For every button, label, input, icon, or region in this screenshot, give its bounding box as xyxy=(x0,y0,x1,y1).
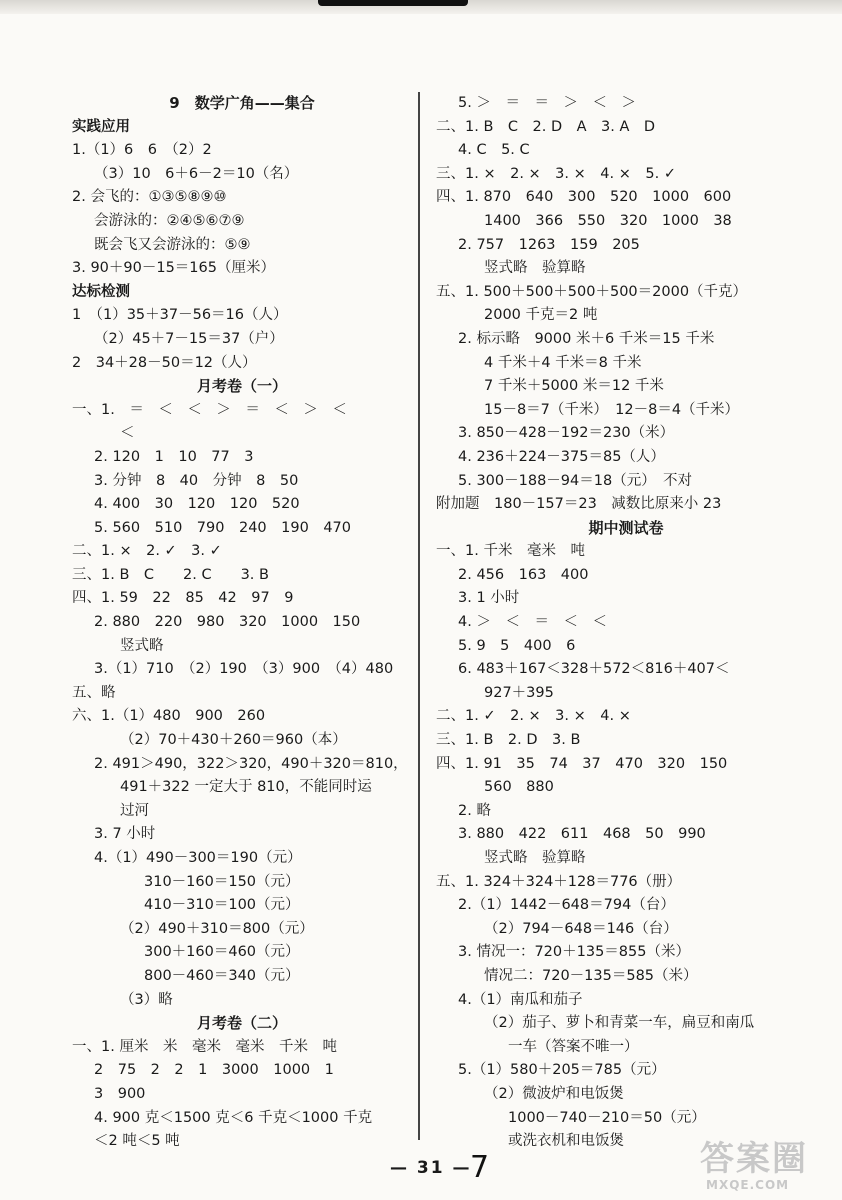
answer-line: 310－160＝150（元） xyxy=(144,873,300,890)
answer-line: 二、1. × 2. ✓ 3. ✓ xyxy=(72,543,222,560)
answer-line: 五、1. 324＋324＋128＝776（册） xyxy=(436,873,682,890)
right-answer-column xyxy=(436,92,816,1154)
answer-line: 5. 560 510 790 240 190 470 xyxy=(94,519,351,536)
answer-line: 15－8＝7（千米） 12－8＝4（千米） xyxy=(484,401,740,418)
answer-line: 4. 900 克＜1500 克＜6 千克＜1000 千克 xyxy=(94,1109,373,1126)
answer-line: 2. 757 1263 159 205 xyxy=(458,236,640,253)
answer-line: 四、1. 870 640 300 520 1000 600 xyxy=(436,189,732,206)
answer-line: 1 （1）35＋37－56＝16（人） xyxy=(72,307,288,324)
answer-line: 4. 236＋224－375＝85（人） xyxy=(458,448,665,465)
answer-line: 2. 标示略 9000 米＋6 千米＝15 千米 xyxy=(458,330,715,347)
answer-line: 附加题 180－157＝23 减数比原来小 23 xyxy=(436,496,722,513)
answer-line: 1.（1）6 6 （2）2 xyxy=(72,142,212,159)
answer-line: 2. 会飞的：①③⑤⑧⑨⑩ xyxy=(72,189,227,206)
answer-line: 3. 90＋90－15＝165（厘米） xyxy=(72,260,275,277)
page-number: — 31 — xyxy=(390,1158,472,1178)
answer-line: （2）70＋430＋260＝960（本） xyxy=(120,732,347,749)
answer-line: 三、1. B C 2. C 3. B xyxy=(72,566,269,583)
answer-line: 927＋395 xyxy=(484,684,554,701)
watermark-logo xyxy=(700,1140,830,1198)
column-divider xyxy=(418,92,420,1140)
answer-line: （2）茄子、萝卜和青菜一车，扁豆和南瓜 xyxy=(484,1015,755,1032)
answer-line: 6. 483＋167＜328＋572＜816＋407＜ xyxy=(458,661,730,678)
answer-line: 5. ＞ ＝ ＝ ＞ ＜ ＞ xyxy=(458,95,636,111)
answer-line: （2）490＋310＝800（元） xyxy=(120,920,314,937)
answer-line: 2. 略 xyxy=(458,802,491,819)
section-title: 月考卷（二） xyxy=(196,1014,287,1033)
answer-line: 2 34＋28－50＝12（人） xyxy=(72,354,257,371)
answer-line: 3. 850－428－192＝230（米） xyxy=(458,425,675,442)
watermark-url: MXQE.COM xyxy=(706,1178,790,1192)
answer-line: 一、1. ＝ ＜ ＜ ＞ ＝ ＜ ＞ ＜ xyxy=(72,401,347,418)
answer-line: 5. 9 5 400 6 xyxy=(458,637,576,654)
answer-line: 5. 300－188－94＝18（元） 不对 xyxy=(458,472,692,489)
answer-line: 三、1. B 2. D 3. B xyxy=(436,732,581,749)
answer-line: 既会飞又会游泳的：⑤⑨ xyxy=(94,236,251,253)
answer-line: 300＋160＝460（元） xyxy=(144,944,300,961)
answer-line: 3. 1 小时 xyxy=(458,590,520,607)
answer-line: 4. 400 30 120 120 520 xyxy=(94,496,300,513)
answer-line: 竖式略 xyxy=(120,637,164,654)
answer-line: 2 75 2 2 1 3000 1000 1 xyxy=(94,1062,334,1079)
answer-line: （2）45＋7－15＝37（户） xyxy=(94,330,284,347)
answer-line: 一、1. 厘米 米 毫米 毫米 千米 吨 xyxy=(72,1038,337,1055)
answer-line: 五、略 xyxy=(72,684,116,701)
answer-line: ＜2 吨＜5 吨 xyxy=(94,1133,180,1150)
answer-line: （2）微波炉和电饭煲 xyxy=(484,1085,624,1102)
answer-line: 3. 情况一：720＋135＝855（米） xyxy=(458,944,690,961)
answer-line: 1400 366 550 320 1000 38 xyxy=(484,212,732,229)
answer-line: 一、1. 千米 毫米 吨 xyxy=(436,543,585,560)
answer-line: 4 千米＋4 千米＝8 千米 xyxy=(484,354,642,371)
section-title: 月考卷（一） xyxy=(196,377,287,396)
answer-line: ＜ xyxy=(120,425,135,442)
answer-line: 491＋322 一定大于 810，不能同时运 xyxy=(120,779,372,796)
answer-line: 会游泳的：②④⑤⑥⑦⑨ xyxy=(94,212,245,229)
answer-line: 4.（1）南瓜和茄子 xyxy=(458,991,583,1008)
top-scan-mark xyxy=(318,0,468,6)
answer-line: 五、1. 500＋500＋500＋500＝2000（千克） xyxy=(436,283,748,300)
answer-line: 2. 120 1 10 77 3 xyxy=(94,448,254,465)
answer-line: 情况二：720－135＝585（米） xyxy=(484,967,698,984)
answer-line: 1000－740－210＝50（元） xyxy=(508,1109,706,1126)
answer-line: 2. 880 220 980 320 1000 150 xyxy=(94,614,361,631)
answer-line: 3. 分钟 8 40 分钟 8 50 xyxy=(94,472,299,489)
answer-line: 800－460＝340（元） xyxy=(144,967,300,984)
answer-line: 4. C 5. C xyxy=(458,142,530,159)
answer-line: （2）794－648＝146（台） xyxy=(484,920,678,937)
answer-line: 竖式略 验算略 xyxy=(484,260,586,277)
answer-line: 560 880 xyxy=(484,779,554,796)
answer-line: 2. 491＞490，322＞320，490＋320＝810， xyxy=(94,755,408,772)
answer-line: 7 千米＋5000 米＝12 千米 xyxy=(484,378,664,395)
answer-line: 2000 千克＝2 吨 xyxy=(484,307,598,324)
section-heading: 达标检测 xyxy=(72,283,130,300)
answer-line: 三、1. × 2. × 3. × 4. × 5. ✓ xyxy=(436,165,676,182)
handwritten-mark: 7 xyxy=(470,1150,490,1185)
answer-line: 四、1. 59 22 85 42 97 9 xyxy=(72,590,294,607)
answer-line: 二、1. ✓ 2. × 3. × 4. × xyxy=(436,708,631,725)
answer-line: 六、1.（1）480 900 260 xyxy=(72,708,266,725)
watermark-text: 答案圈 xyxy=(700,1139,808,1179)
answer-line: 5.（1）580＋205＝785（元） xyxy=(458,1062,666,1079)
left-answer-column xyxy=(72,92,412,1154)
section-heading: 实践应用 xyxy=(72,118,130,135)
answer-line: 3. 880 422 611 468 50 990 xyxy=(458,826,706,843)
answer-line: 过河 xyxy=(120,802,149,819)
answer-line: （3）10 6＋6－2＝10（名） xyxy=(94,165,299,182)
answer-line: 一车（答案不唯一） xyxy=(508,1038,639,1055)
answer-line: 或洗衣机和电饭煲 xyxy=(508,1133,624,1150)
answer-line: 竖式略 验算略 xyxy=(484,850,586,866)
answer-line: （3）略 xyxy=(120,991,173,1008)
section-title: 期中测试卷 xyxy=(588,518,664,537)
answer-line: 2. 456 163 400 xyxy=(458,566,589,583)
section-title: 9 数学广角——集合 xyxy=(169,94,315,112)
answer-line: 2.（1）1442－648＝794（台） xyxy=(458,897,675,914)
answer-line: 4.（1）490－300＝190（元） xyxy=(94,850,302,866)
answer-line: 3.（1）710 （2）190 （3）900 （4）480 xyxy=(94,661,394,678)
answer-line: 四、1. 91 35 74 37 470 320 150 xyxy=(436,755,728,772)
answer-line: 二、1. B C 2. D A 3. A D xyxy=(436,118,656,135)
answer-line: 3. 7 小时 xyxy=(94,826,156,843)
answer-line: 3 900 xyxy=(94,1085,146,1102)
answer-line: 4. ＞ ＜ ＝ ＜ ＜ xyxy=(458,614,607,631)
answer-line: 410－310＝100（元） xyxy=(144,897,300,914)
